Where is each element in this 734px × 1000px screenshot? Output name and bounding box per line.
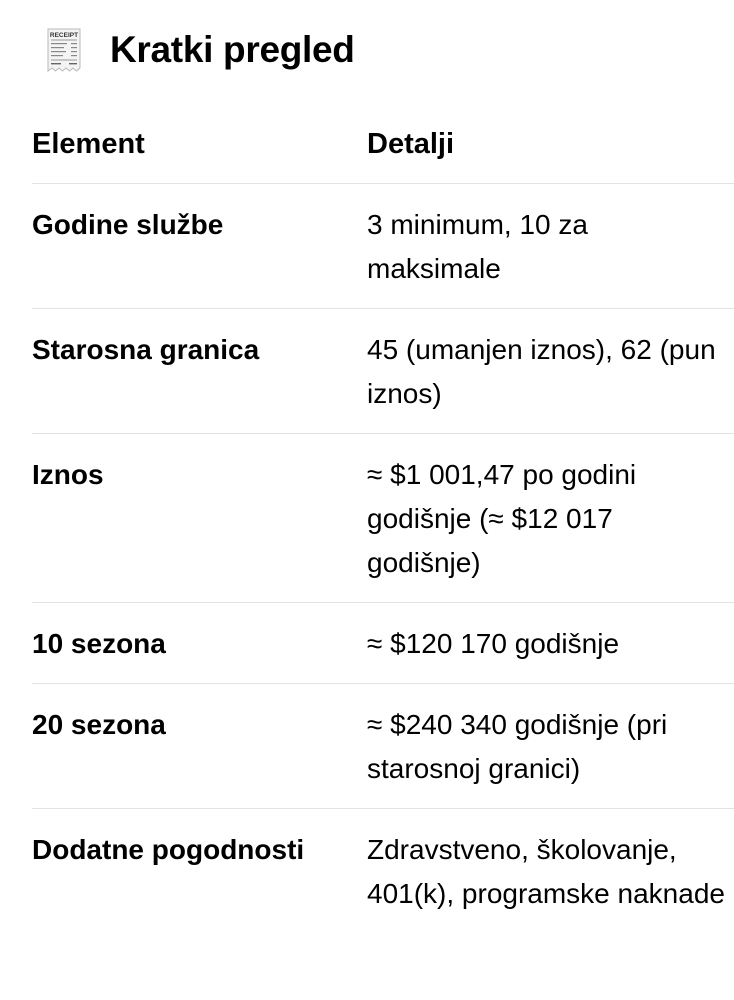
- row-label: 20 sezona: [32, 684, 367, 809]
- table-row: [32, 309, 734, 434]
- row-value: 45 (umanjen iznos), 62 (pun iznos): [367, 309, 734, 434]
- row-value: ≈ $1 001,47 po godini godišnje (≈ $12 017 godišnje): [367, 434, 734, 603]
- row-label: Dodatne pogodnosti: [32, 834, 305, 865]
- table-row: [32, 809, 734, 934]
- row-value: Zdravstveno, školovanje, 401(k), programske naknade: [367, 834, 725, 909]
- row-label: Starosna granica: [32, 309, 367, 434]
- table-row: [32, 603, 734, 684]
- table-header-row: [32, 118, 734, 184]
- receipt-icon: [46, 28, 82, 72]
- row-value: ≈ $120 170 godišnje: [367, 603, 734, 684]
- summary-table: [32, 118, 734, 933]
- svg-text:RECEIPT: RECEIPT: [49, 32, 79, 39]
- row-label: Godine službe: [32, 184, 367, 309]
- heading-title: Kratki pregled: [110, 29, 355, 70]
- row-value: 3 minimum, 10 za maksimale: [367, 184, 734, 309]
- row-label: Iznos: [32, 434, 367, 603]
- table-row: [32, 184, 734, 309]
- table-row: [32, 434, 734, 603]
- column-header-details: Detalji: [367, 118, 734, 184]
- row-value: ≈ $240 340 godišnje (pri starosnoj granici): [367, 684, 734, 809]
- row-label: 10 sezona: [32, 603, 367, 684]
- section-heading: [32, 24, 355, 76]
- column-header-element: Element: [32, 118, 367, 184]
- table-row: [32, 684, 734, 809]
